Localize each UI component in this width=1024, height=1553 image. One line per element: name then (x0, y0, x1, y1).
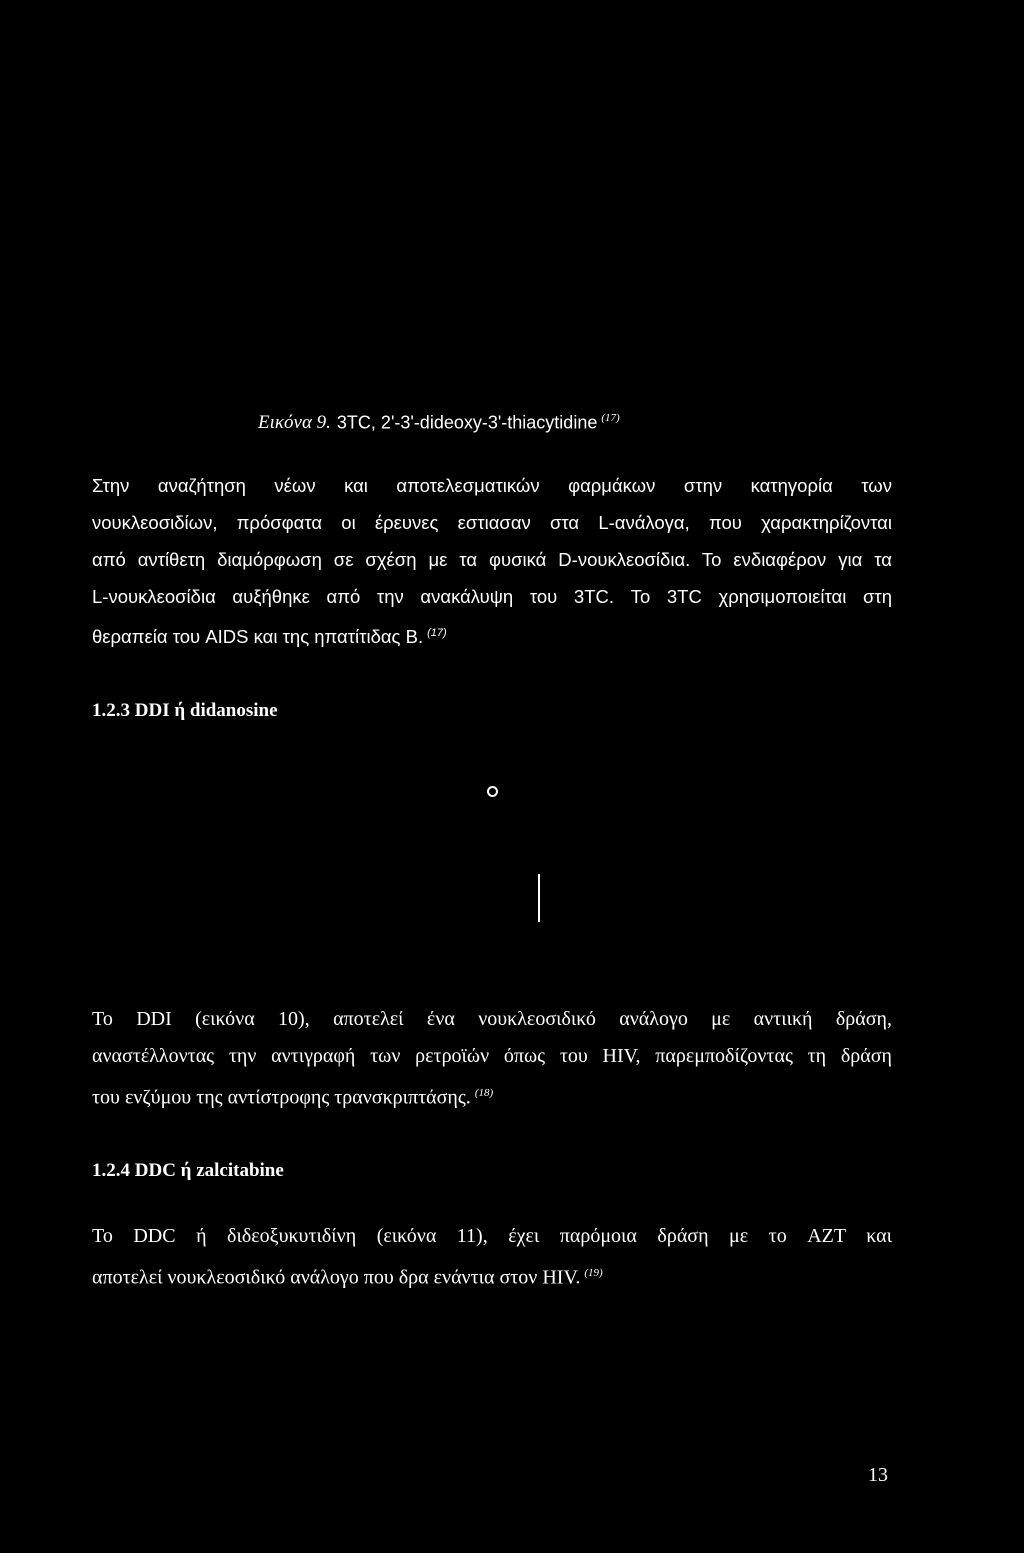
paragraph-last-line (92, 1255, 892, 1292)
paragraph-last-line (92, 1075, 892, 1112)
section-heading-ddi: 1.2.3 DDI ή didanosine (92, 700, 278, 721)
paragraph-line: L-νουκλεοσίδια αυξήθηκε από την ανακάλυψη του 3TC. Το 3TC χρησιμοποιείται στη (92, 586, 892, 607)
paragraph-line-text: του ενζύμου της αντίστροφης τρανσκριπτάσης. (92, 1086, 471, 1109)
structure-atom-marker (487, 786, 498, 797)
structure-bond-line (538, 874, 540, 922)
paragraph-ddc (92, 1218, 892, 1292)
reference-marker: (19) (584, 1267, 603, 1279)
paragraph-last-line (92, 615, 892, 652)
figure-caption-text: 3TC, 2'-3'-dideoxy-3'-thiacytidine (336, 412, 598, 433)
paragraph-line-text: θεραπεία του AIDS και της ηπατίτιδας Β. (92, 626, 424, 648)
paragraph-line: αναστέλλοντας την αντιγραφή των ρετροϊών όπως του HIV, παρεμποδίζοντας τη δράση (92, 1045, 892, 1067)
paragraph-line: νουκλεοσιδίων, πρόσφατα οι έρευνες εστιασαν στα L-ανάλογα, που χαρακτηρίζονται (92, 512, 892, 533)
paragraph-line: Στην αναζήτηση νέων και αποτελεσματικών φαρμάκων στην κατηγορία των (92, 475, 892, 496)
figure-caption-reference: (17) (601, 412, 620, 424)
paragraph-line: Το DDC ή διδεοξυκυτιδίνη (εικόνα 11), έχει παρόμοια δράση με το AZT και (92, 1225, 892, 1247)
reference-marker: (17) (427, 627, 447, 639)
figure-label: Εικόνα 9. (258, 412, 331, 434)
paragraph-line-text: αποτελεί νουκλεοσιδικό ανάλογο που δρα ενάντια στον HIV. (92, 1266, 581, 1289)
page-number: 13 (868, 1464, 888, 1486)
paragraph-ddi (92, 1001, 892, 1112)
reference-marker: (18) (474, 1087, 494, 1099)
paragraph-line: Το DDI (εικόνα 10), αποτελεί ένα νουκλεοσιδικό ανάλογο με αντιική δράση, (92, 1008, 892, 1030)
paragraph-3tc (92, 467, 892, 652)
figure-caption (258, 412, 620, 434)
section-heading-ddc: 1.2.4 DDC ή zalcitabine (92, 1160, 284, 1181)
paragraph-line: από αντίθετη διαμόρφωση σε σχέση με τα φυσικά D-νουκλεοσίδια. Το ενδιαφέρον για τα (92, 549, 892, 570)
